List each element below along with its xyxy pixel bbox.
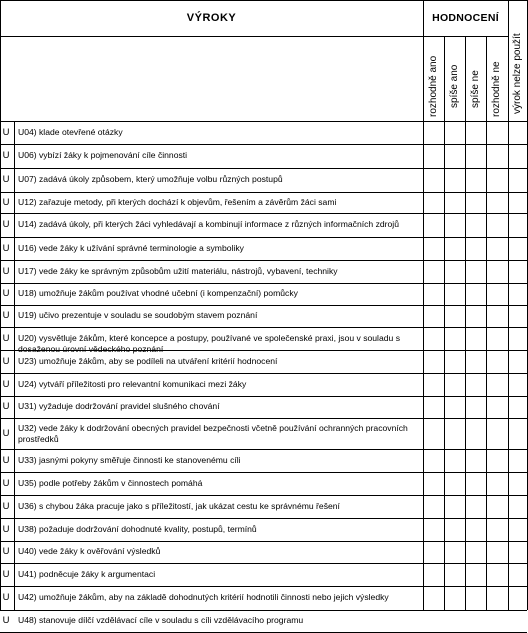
rating-header: HODNOCENÍ [432, 12, 499, 24]
rating-cell-definitely-no[interactable] [487, 261, 507, 283]
row-prefix: U [2, 500, 10, 512]
statements-header: VÝROKY [186, 12, 237, 24]
rating-cell-definitely-no[interactable] [487, 397, 507, 418]
statement-text: U48) stanovuje dílčí vzdělávací cíle v souladu s cíli vzdělávacího programu [18, 615, 304, 625]
rating-cell-definitely-no[interactable] [487, 496, 507, 518]
table-row [0, 192, 527, 213]
rating-cell-not-applicable[interactable] [509, 214, 527, 237]
statement-text: U04) klade otevřené otázky [18, 126, 123, 137]
row-prefix: U [2, 355, 10, 367]
rating-cell-not-applicable[interactable] [509, 284, 527, 305]
rating-cell-rather-no[interactable] [466, 496, 486, 518]
rating-cell-not-applicable[interactable] [509, 496, 527, 518]
rating-cell-not-applicable[interactable] [509, 238, 527, 260]
rating-cell-definitely-yes[interactable] [424, 397, 444, 418]
table-row [0, 541, 527, 563]
rating-cell-not-applicable[interactable] [509, 193, 527, 213]
row-prefix: U [2, 288, 10, 299]
row-prefix: U [2, 196, 10, 208]
rating-cell-rather-yes[interactable] [445, 306, 465, 327]
rating-cell-rather-yes[interactable] [445, 611, 465, 632]
rating-cell-not-applicable[interactable] [509, 450, 527, 472]
rating-cell-definitely-yes[interactable] [424, 564, 444, 586]
table-row [0, 213, 527, 237]
statement-text: U19) učivo prezentuje v souladu se soudobým stavem poznání [18, 310, 258, 320]
statement-text: U32) vede žáky k dodržování obecných pravidel bezpečnosti včetně používání ochranných pracovních prostředků [18, 422, 408, 444]
rating-cell-rather-no[interactable] [466, 587, 486, 610]
rating-cell-definitely-yes[interactable] [424, 450, 444, 472]
rating-cell-definitely-no[interactable] [487, 374, 507, 396]
row-prefix: U [2, 242, 10, 254]
rating-cell-rather-no[interactable] [466, 397, 486, 418]
rating-cell-not-applicable[interactable] [509, 328, 527, 350]
rating-cell-definitely-no[interactable] [487, 306, 507, 327]
rating-cell-rather-no[interactable] [466, 542, 486, 563]
row-prefix: U [2, 126, 10, 138]
rating-cell-not-applicable[interactable] [509, 261, 527, 283]
rating-cell-definitely-yes[interactable] [424, 611, 444, 632]
rating-cell-definitely-no[interactable] [487, 284, 507, 305]
rating-cell-definitely-no[interactable] [487, 145, 507, 168]
rating-cell-not-applicable[interactable] [509, 351, 527, 373]
rating-cell-rather-no[interactable] [466, 238, 486, 260]
rating-cell-rather-no[interactable] [466, 519, 486, 541]
statement-text: U16) vede žáky k užívání správné terminologie a symboliky [18, 242, 244, 253]
table-row [0, 283, 527, 305]
rating-option-rather-yes: spíše ano [449, 64, 460, 108]
rating-cell-rather-no[interactable] [466, 419, 486, 449]
rating-cell-rather-no[interactable] [466, 564, 486, 586]
rating-cell-rather-no[interactable] [466, 374, 486, 396]
rating-cell-not-applicable[interactable] [509, 374, 527, 396]
rating-cell-not-applicable[interactable] [509, 587, 527, 610]
rating-cell-rather-yes[interactable] [445, 496, 465, 518]
rating-cell-definitely-yes[interactable] [424, 519, 444, 541]
rating-cell-rather-no[interactable] [466, 193, 486, 213]
rating-cell-not-applicable[interactable] [509, 145, 527, 168]
row-prefix: U [2, 454, 10, 466]
rating-cell-not-applicable[interactable] [509, 564, 527, 586]
rating-cell-rather-yes[interactable] [445, 238, 465, 260]
row-prefix: U [2, 150, 10, 161]
statement-text: U36) s chybou žáka pracuje jako s příležitostí, jak ukázat cestu ke správnému řešení [18, 500, 340, 511]
rating-cell-definitely-yes[interactable] [424, 122, 444, 144]
table-row [0, 396, 527, 418]
row-prefix: U [2, 310, 10, 321]
row-prefix: U [2, 378, 10, 390]
row-prefix: U [2, 265, 10, 277]
statement-text: U18) umožňuje žákům používat vhodné učební (i kompenzační) pomůcky [18, 288, 298, 298]
statement-text: U20) vysvětluje žákům, které koncepce a postupy, používané ve společenské praxi, jsou v souladu s dosaženou úrovní vědeckého poznání [18, 332, 400, 354]
rating-option-definitely-no: rozhodně ne [491, 61, 502, 117]
rating-cell-rather-no[interactable] [466, 351, 486, 373]
rating-cell-rather-yes[interactable] [445, 284, 465, 305]
rating-cell-rather-yes[interactable] [445, 374, 465, 396]
row-prefix: U [2, 568, 10, 580]
table-row [0, 418, 527, 449]
rating-cell-rather-yes[interactable] [445, 261, 465, 283]
rating-cell-rather-no[interactable] [466, 450, 486, 472]
rating-option-not-applicable: výrok nelze použít [512, 33, 523, 114]
rating-cell-definitely-yes[interactable] [424, 374, 444, 396]
statement-text: U38) požaduje dodržování dohodnuté kvality, postupů, termínů [18, 523, 257, 534]
rating-cell-definitely-no[interactable] [487, 473, 507, 495]
statement-text: U23) umožňuje žákům, aby se podíleli na utváření kritérií hodnocení [18, 355, 278, 366]
rating-cell-rather-yes[interactable] [445, 419, 465, 449]
rating-cell-definitely-no[interactable] [487, 193, 507, 213]
statement-text: U14) zadává úkoly, při kterých žáci vyhledávají a kombinují informace z různých informačních zdrojů [18, 219, 399, 229]
table-row [0, 449, 527, 472]
table-row [0, 563, 527, 586]
rating-cell-definitely-yes[interactable] [424, 419, 444, 449]
table-row [0, 237, 527, 260]
rating-cell-definitely-no[interactable] [487, 122, 507, 144]
rating-cell-definitely-yes[interactable] [424, 238, 444, 260]
table-row [0, 495, 527, 518]
rating-cell-rather-no[interactable] [466, 284, 486, 305]
statement-text: U40) vede žáky k ověřování výsledků [18, 546, 161, 556]
row-prefix: U [2, 401, 10, 412]
rating-cell-definitely-yes[interactable] [424, 284, 444, 305]
rating-cell-not-applicable[interactable] [509, 397, 527, 418]
rating-cell-definitely-no[interactable] [487, 519, 507, 541]
rating-cell-definitely-no[interactable] [487, 419, 507, 449]
rating-cell-rather-no[interactable] [466, 261, 486, 283]
row-prefix: U [2, 592, 10, 603]
rating-option-rather-no: spíše ne [470, 70, 481, 108]
row-prefix: U [2, 332, 10, 344]
rating-cell-rather-yes[interactable] [445, 397, 465, 418]
statement-text: U33) jasnými pokyny směřuje činnosti ke stanovenému cíli [18, 454, 241, 465]
rating-cell-rather-no[interactable] [466, 611, 486, 632]
rating-cell-not-applicable[interactable] [509, 473, 527, 495]
rating-cell-definitely-yes[interactable] [424, 193, 444, 213]
table-row [0, 610, 527, 632]
row-prefix: U [2, 427, 10, 439]
rating-cell-not-applicable[interactable] [509, 519, 527, 541]
rating-cell-definitely-yes[interactable] [424, 261, 444, 283]
rating-cell-definitely-yes[interactable] [424, 542, 444, 563]
rating-cell-not-applicable[interactable] [509, 542, 527, 563]
rating-cell-definitely-no[interactable] [487, 564, 507, 586]
rating-cell-definitely-yes[interactable] [424, 587, 444, 610]
rating-cell-definitely-no[interactable] [487, 611, 507, 632]
rating-cell-not-applicable[interactable] [509, 169, 527, 192]
rating-cell-rather-no[interactable] [466, 328, 486, 350]
table-row [0, 121, 527, 144]
rating-option-definitely-yes: rozhodně ano [428, 55, 439, 117]
statement-text: U17) vede žáky ke správným způsobům užití materiálu, nástrojů, vybavení, techniky [18, 265, 338, 276]
rating-cell-definitely-no[interactable] [487, 450, 507, 472]
rating-cell-rather-no[interactable] [466, 145, 486, 168]
statement-text: U07) zadává úkoly způsobem, který umožňuje volbu různých postupů [18, 174, 283, 184]
row-prefix: U [2, 219, 10, 230]
rating-cell-rather-yes[interactable] [445, 351, 465, 373]
rating-cell-definitely-yes[interactable] [424, 496, 444, 518]
rating-cell-rather-no[interactable] [466, 473, 486, 495]
rating-cell-definitely-yes[interactable] [424, 328, 444, 350]
rating-cell-not-applicable[interactable] [509, 122, 527, 144]
statement-text: U31) vyžaduje dodržování pravidel slušného chování [18, 401, 220, 411]
rating-cell-definitely-no[interactable] [487, 587, 507, 610]
rating-cell-rather-yes[interactable] [445, 450, 465, 472]
rating-cell-rather-no[interactable] [466, 169, 486, 192]
rating-cell-definitely-no[interactable] [487, 214, 507, 237]
statement-text: U42) umožňuje žákům, aby na základě dohodnutých kritérií hodnotili činnosti nebo jejich výsledky [18, 592, 389, 602]
rating-cell-rather-yes[interactable] [445, 473, 465, 495]
table-row [0, 260, 527, 283]
rating-cell-not-applicable[interactable] [509, 306, 527, 327]
row-prefix: U [2, 174, 10, 185]
rating-cell-rather-yes[interactable] [445, 169, 465, 192]
statement-text: U35) podle potřeby žákům v činnostech pomáhá [18, 477, 203, 488]
rating-cell-rather-yes[interactable] [445, 214, 465, 237]
rating-cell-rather-yes[interactable] [445, 564, 465, 586]
rating-cell-rather-yes[interactable] [445, 519, 465, 541]
rating-cell-rather-yes[interactable] [445, 193, 465, 213]
rating-cell-not-applicable[interactable] [509, 611, 527, 632]
statement-text: U12) zařazuje metody, při kterých dochází k objevům, řešením a závěrům žáci sami [18, 196, 337, 207]
statement-text: U41) podněcuje žáky k argumentaci [18, 568, 156, 579]
rating-cell-rather-yes[interactable] [445, 328, 465, 350]
rating-cell-definitely-yes[interactable] [424, 473, 444, 495]
rating-cell-definitely-no[interactable] [487, 328, 507, 350]
rating-cell-definitely-yes[interactable] [424, 145, 444, 168]
statement-text: U24) vytváří příležitosti pro relevantní komunikaci mezi žáky [18, 378, 247, 389]
rating-cell-definitely-yes[interactable] [424, 214, 444, 237]
row-prefix: U [2, 615, 10, 626]
rating-cell-rather-yes[interactable] [445, 122, 465, 144]
rating-cell-definitely-yes[interactable] [424, 169, 444, 192]
row-prefix: U [2, 523, 10, 535]
rating-cell-definitely-yes[interactable] [424, 351, 444, 373]
header-divider [0, 36, 508, 37]
rating-cell-definitely-no[interactable] [487, 542, 507, 563]
table-row [0, 373, 527, 396]
table-row [0, 350, 527, 373]
rating-cell-definitely-yes[interactable] [424, 306, 444, 327]
table-row [0, 327, 527, 354]
table-row [0, 472, 527, 495]
table-row [0, 518, 527, 541]
rating-cell-rather-yes[interactable] [445, 145, 465, 168]
rating-cell-not-applicable[interactable] [509, 419, 527, 449]
table-top-border [0, 0, 527, 1]
rating-cell-definitely-no[interactable] [487, 238, 507, 260]
rating-cell-rather-no[interactable] [466, 306, 486, 327]
rating-cell-definitely-no[interactable] [487, 169, 507, 192]
rating-cell-rather-yes[interactable] [445, 587, 465, 610]
rating-cell-rather-no[interactable] [466, 214, 486, 237]
rating-cell-rather-no[interactable] [466, 122, 486, 144]
rating-cell-definitely-no[interactable] [487, 351, 507, 373]
row-prefix: U [2, 546, 10, 557]
row-prefix: U [2, 477, 10, 489]
rating-cell-rather-yes[interactable] [445, 542, 465, 563]
table-row [0, 586, 527, 610]
table-row [0, 144, 527, 168]
table-row [0, 305, 527, 327]
statement-text: U06) vybízí žáky k pojmenování cíle činnosti [18, 150, 188, 160]
table-row [0, 168, 527, 192]
